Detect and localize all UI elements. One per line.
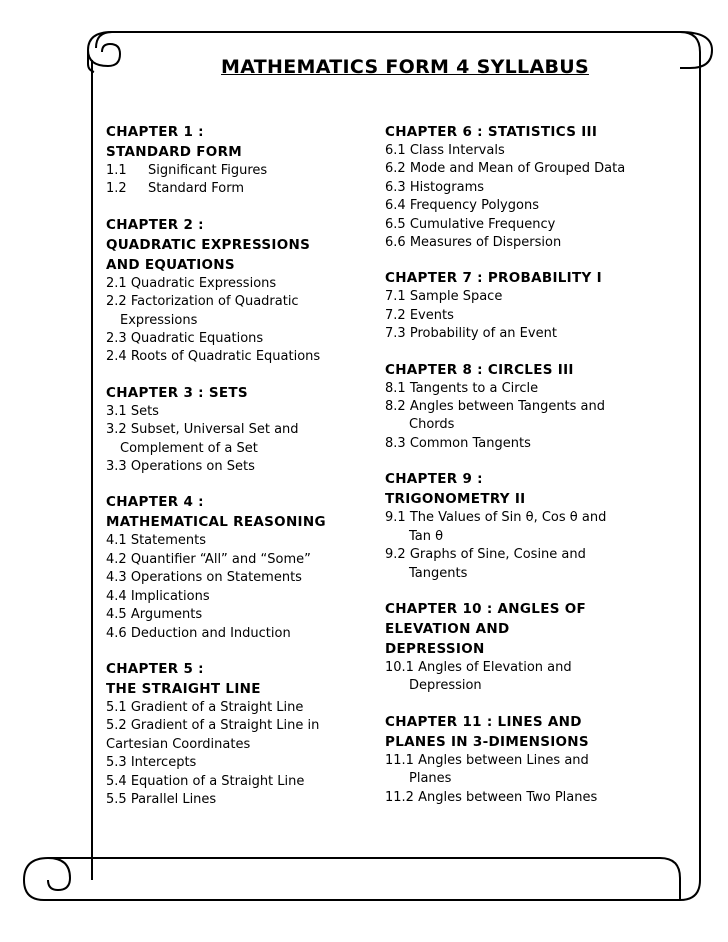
- topic-text: Sets: [130, 403, 159, 419]
- topic-item: [385, 509, 630, 546]
- topic-number: 5.2: [106, 718, 127, 734]
- topic-item: [385, 398, 630, 435]
- topic-item: [385, 752, 630, 789]
- topic-number: 7.2: [385, 307, 406, 323]
- topic-number: 3.1: [106, 403, 127, 419]
- topic-number: 5.4: [106, 773, 127, 789]
- topic-text: Intercepts: [130, 755, 197, 771]
- topic-item: [106, 606, 356, 624]
- chapter-title: CHAPTER 4 :: [106, 494, 204, 511]
- topic-item: [106, 699, 356, 717]
- chapter-3: [106, 383, 356, 477]
- topic-item: [106, 421, 356, 458]
- topic-text: Statements: [130, 533, 207, 549]
- chapter-title: CHAPTER 5 :: [106, 660, 204, 677]
- chapter-7: [385, 268, 630, 343]
- topic-text: The Values of Sin θ, Cos θ and Tan θ: [409, 510, 607, 544]
- chapter-title: CHAPTER 8 : CIRCLES III: [385, 361, 574, 378]
- topic-item: [106, 293, 356, 330]
- topic-item: [385, 179, 630, 197]
- topic-item: [106, 588, 356, 606]
- chapter-6: [385, 122, 630, 252]
- topic-item: [385, 216, 630, 234]
- chapter-4: [106, 492, 356, 642]
- chapter-title: CHAPTER 3 : SETS: [106, 384, 248, 401]
- topic-number: 6.1: [385, 143, 406, 158]
- topic-number: 1.1: [106, 163, 127, 178]
- topic-item: [106, 754, 356, 772]
- topic-text: Operations on Statements: [130, 570, 302, 586]
- topic-text: Cumulative Frequency: [409, 216, 556, 232]
- topic-item: [106, 569, 356, 587]
- topic-number: 7.1: [385, 289, 406, 305]
- chapter-title: MATHEMATICAL REASONING: [106, 514, 326, 531]
- topic-text: Tangents to a Circle: [409, 380, 539, 396]
- topic-number: 8.3: [385, 435, 406, 451]
- topic-number: 3.3: [106, 459, 127, 475]
- chapter-11: [385, 712, 630, 807]
- chapter-title: STANDARD FORM: [106, 144, 243, 160]
- topic-text: Standard Form: [148, 181, 245, 197]
- topic-text: Deduction and Induction: [130, 625, 291, 641]
- topic-text: Probability of an Event: [409, 326, 557, 342]
- chapter-title: THE STRAIGHT LINE: [106, 680, 261, 697]
- chapter-2: [106, 215, 356, 367]
- topic-number: 7.3: [385, 326, 406, 342]
- topic-number: 8.2: [385, 399, 406, 415]
- topic-item: [106, 773, 356, 791]
- topic-number: 2.4: [106, 349, 127, 365]
- chapter-title: PLANES IN 3-DIMENSIONS: [385, 733, 589, 750]
- topic-item: [385, 325, 630, 343]
- topic-number: 3.2: [106, 422, 127, 438]
- chapter-title: ELEVATION AND: [385, 620, 510, 637]
- topic-item: [106, 330, 356, 348]
- topic-item: [385, 307, 630, 325]
- topic-number: 5.1: [106, 699, 127, 715]
- topic-number: 6.3: [385, 179, 406, 195]
- topic-item: [385, 142, 630, 160]
- topic-number: 2.3: [106, 331, 127, 347]
- topic-number: 5.5: [106, 791, 127, 807]
- topic-number: 6.2: [385, 161, 406, 177]
- chapter-title: CHAPTER 10 : ANGLES OF: [385, 600, 587, 617]
- topic-text: Measures of Dispersion: [409, 235, 562, 251]
- topic-text: Subset, Universal Set and Complement of a Set: [120, 422, 299, 456]
- topic-text: Angles of Elevation and Depression: [409, 659, 572, 694]
- chapter-1: [106, 122, 356, 199]
- topic-item: [106, 348, 356, 366]
- chapter-title: CHAPTER 9 :: [385, 471, 483, 488]
- topic-item: [106, 625, 356, 643]
- chapter-title: DEPRESSION: [385, 640, 485, 657]
- topic-number: 5.3: [106, 755, 127, 771]
- topic-item: [106, 275, 356, 293]
- topic-item: [385, 234, 630, 252]
- topic-text: Angles between Two Planes: [418, 789, 598, 805]
- topic-number: 4.4: [106, 588, 127, 604]
- topic-text: Class Intervals: [409, 143, 505, 158]
- page-title: MATHEMATICS FORM 4 SYLLABUS: [221, 56, 589, 78]
- topic-number: 6.6: [385, 235, 406, 251]
- topic-item: [106, 532, 356, 550]
- topic-text: Frequency Polygons: [409, 198, 539, 214]
- topic-text: Sample Space: [409, 289, 503, 305]
- topic-text: Quadratic Expressions: [130, 275, 277, 291]
- topic-text: Parallel Lines: [130, 791, 217, 807]
- topic-item: [385, 659, 630, 696]
- topic-item: [106, 551, 356, 569]
- topic-item: [106, 717, 356, 754]
- chapter-title: CHAPTER 7 : PROBABILITY I: [385, 270, 602, 287]
- topic-item: [106, 180, 356, 198]
- topic-number: 4.1: [106, 533, 127, 549]
- topic-text: Angles between Lines and Planes: [409, 752, 589, 787]
- topic-item: [385, 789, 630, 807]
- topic-number: 6.5: [385, 216, 406, 232]
- topic-item: [106, 791, 356, 809]
- chapter-title: AND EQUATIONS: [106, 256, 235, 273]
- topic-number: 11.2: [385, 789, 414, 805]
- topic-item: [385, 197, 630, 215]
- topic-item: [106, 458, 356, 476]
- topic-text: Graphs of Sine, Cosine and Tangents: [409, 547, 586, 581]
- chapter-9: [385, 469, 630, 583]
- topic-item: [385, 435, 630, 453]
- topic-text: Mode and Mean of Grouped Data: [409, 161, 626, 177]
- topic-text: Quantifier “All” and “Some”: [130, 551, 311, 567]
- chapter-10: [385, 599, 630, 696]
- topic-text: Gradient of a Straight Line in Cartesian Coordinates: [106, 718, 320, 752]
- topic-number: 9.2: [385, 547, 406, 563]
- topic-number: 4.3: [106, 570, 127, 586]
- topic-text: Quadratic Equations: [130, 331, 264, 347]
- chapter-8: [385, 360, 630, 454]
- topic-text: Significant Figures: [148, 163, 268, 178]
- topic-text: Factorization of Quadratic Expressions: [120, 294, 299, 328]
- topic-number: 2.1: [106, 275, 127, 291]
- topic-text: Operations on Sets: [130, 459, 255, 475]
- topic-item: [385, 288, 630, 306]
- chapter-title: CHAPTER 1 :: [106, 124, 204, 140]
- topic-text: Equation of a Straight Line: [130, 773, 305, 789]
- topic-text: Arguments: [130, 607, 203, 623]
- topic-item: [385, 380, 630, 398]
- topic-item: [385, 160, 630, 178]
- topic-text: Angles between Tangents and Chords: [409, 399, 606, 433]
- chapter-5: [106, 659, 356, 809]
- topic-item: [385, 546, 630, 583]
- chapter-title: TRIGONOMETRY II: [385, 491, 526, 508]
- chapter-title: QUADRATIC EXPRESSIONS: [106, 236, 311, 253]
- topic-text: Gradient of a Straight Line: [130, 699, 304, 715]
- topic-item: [106, 162, 356, 180]
- chapter-title: CHAPTER 2 :: [106, 216, 204, 233]
- topic-text: Events: [409, 307, 454, 323]
- topic-text: Common Tangents: [409, 435, 531, 451]
- topic-number: 11.1: [385, 752, 414, 768]
- topic-text: Implications: [130, 588, 210, 604]
- topic-number: 8.1: [385, 380, 406, 396]
- topic-item: [106, 403, 356, 421]
- topic-number: 6.4: [385, 198, 406, 214]
- right-column: [385, 122, 630, 823]
- topic-text: Histograms: [409, 179, 485, 195]
- topic-number: 4.2: [106, 551, 127, 567]
- chapter-title: CHAPTER 11 : LINES AND: [385, 713, 582, 730]
- topic-number: 9.1: [385, 510, 406, 526]
- chapter-title: CHAPTER 6 : STATISTICS III: [385, 124, 598, 140]
- topic-number: 2.2: [106, 294, 127, 310]
- topic-number: 10.1: [385, 659, 414, 675]
- topic-number: 4.6: [106, 625, 127, 641]
- topic-number: 4.5: [106, 607, 127, 623]
- left-column: [106, 122, 356, 825]
- topic-number: 1.2: [106, 181, 127, 197]
- topic-text: Roots of Quadratic Equations: [130, 349, 321, 365]
